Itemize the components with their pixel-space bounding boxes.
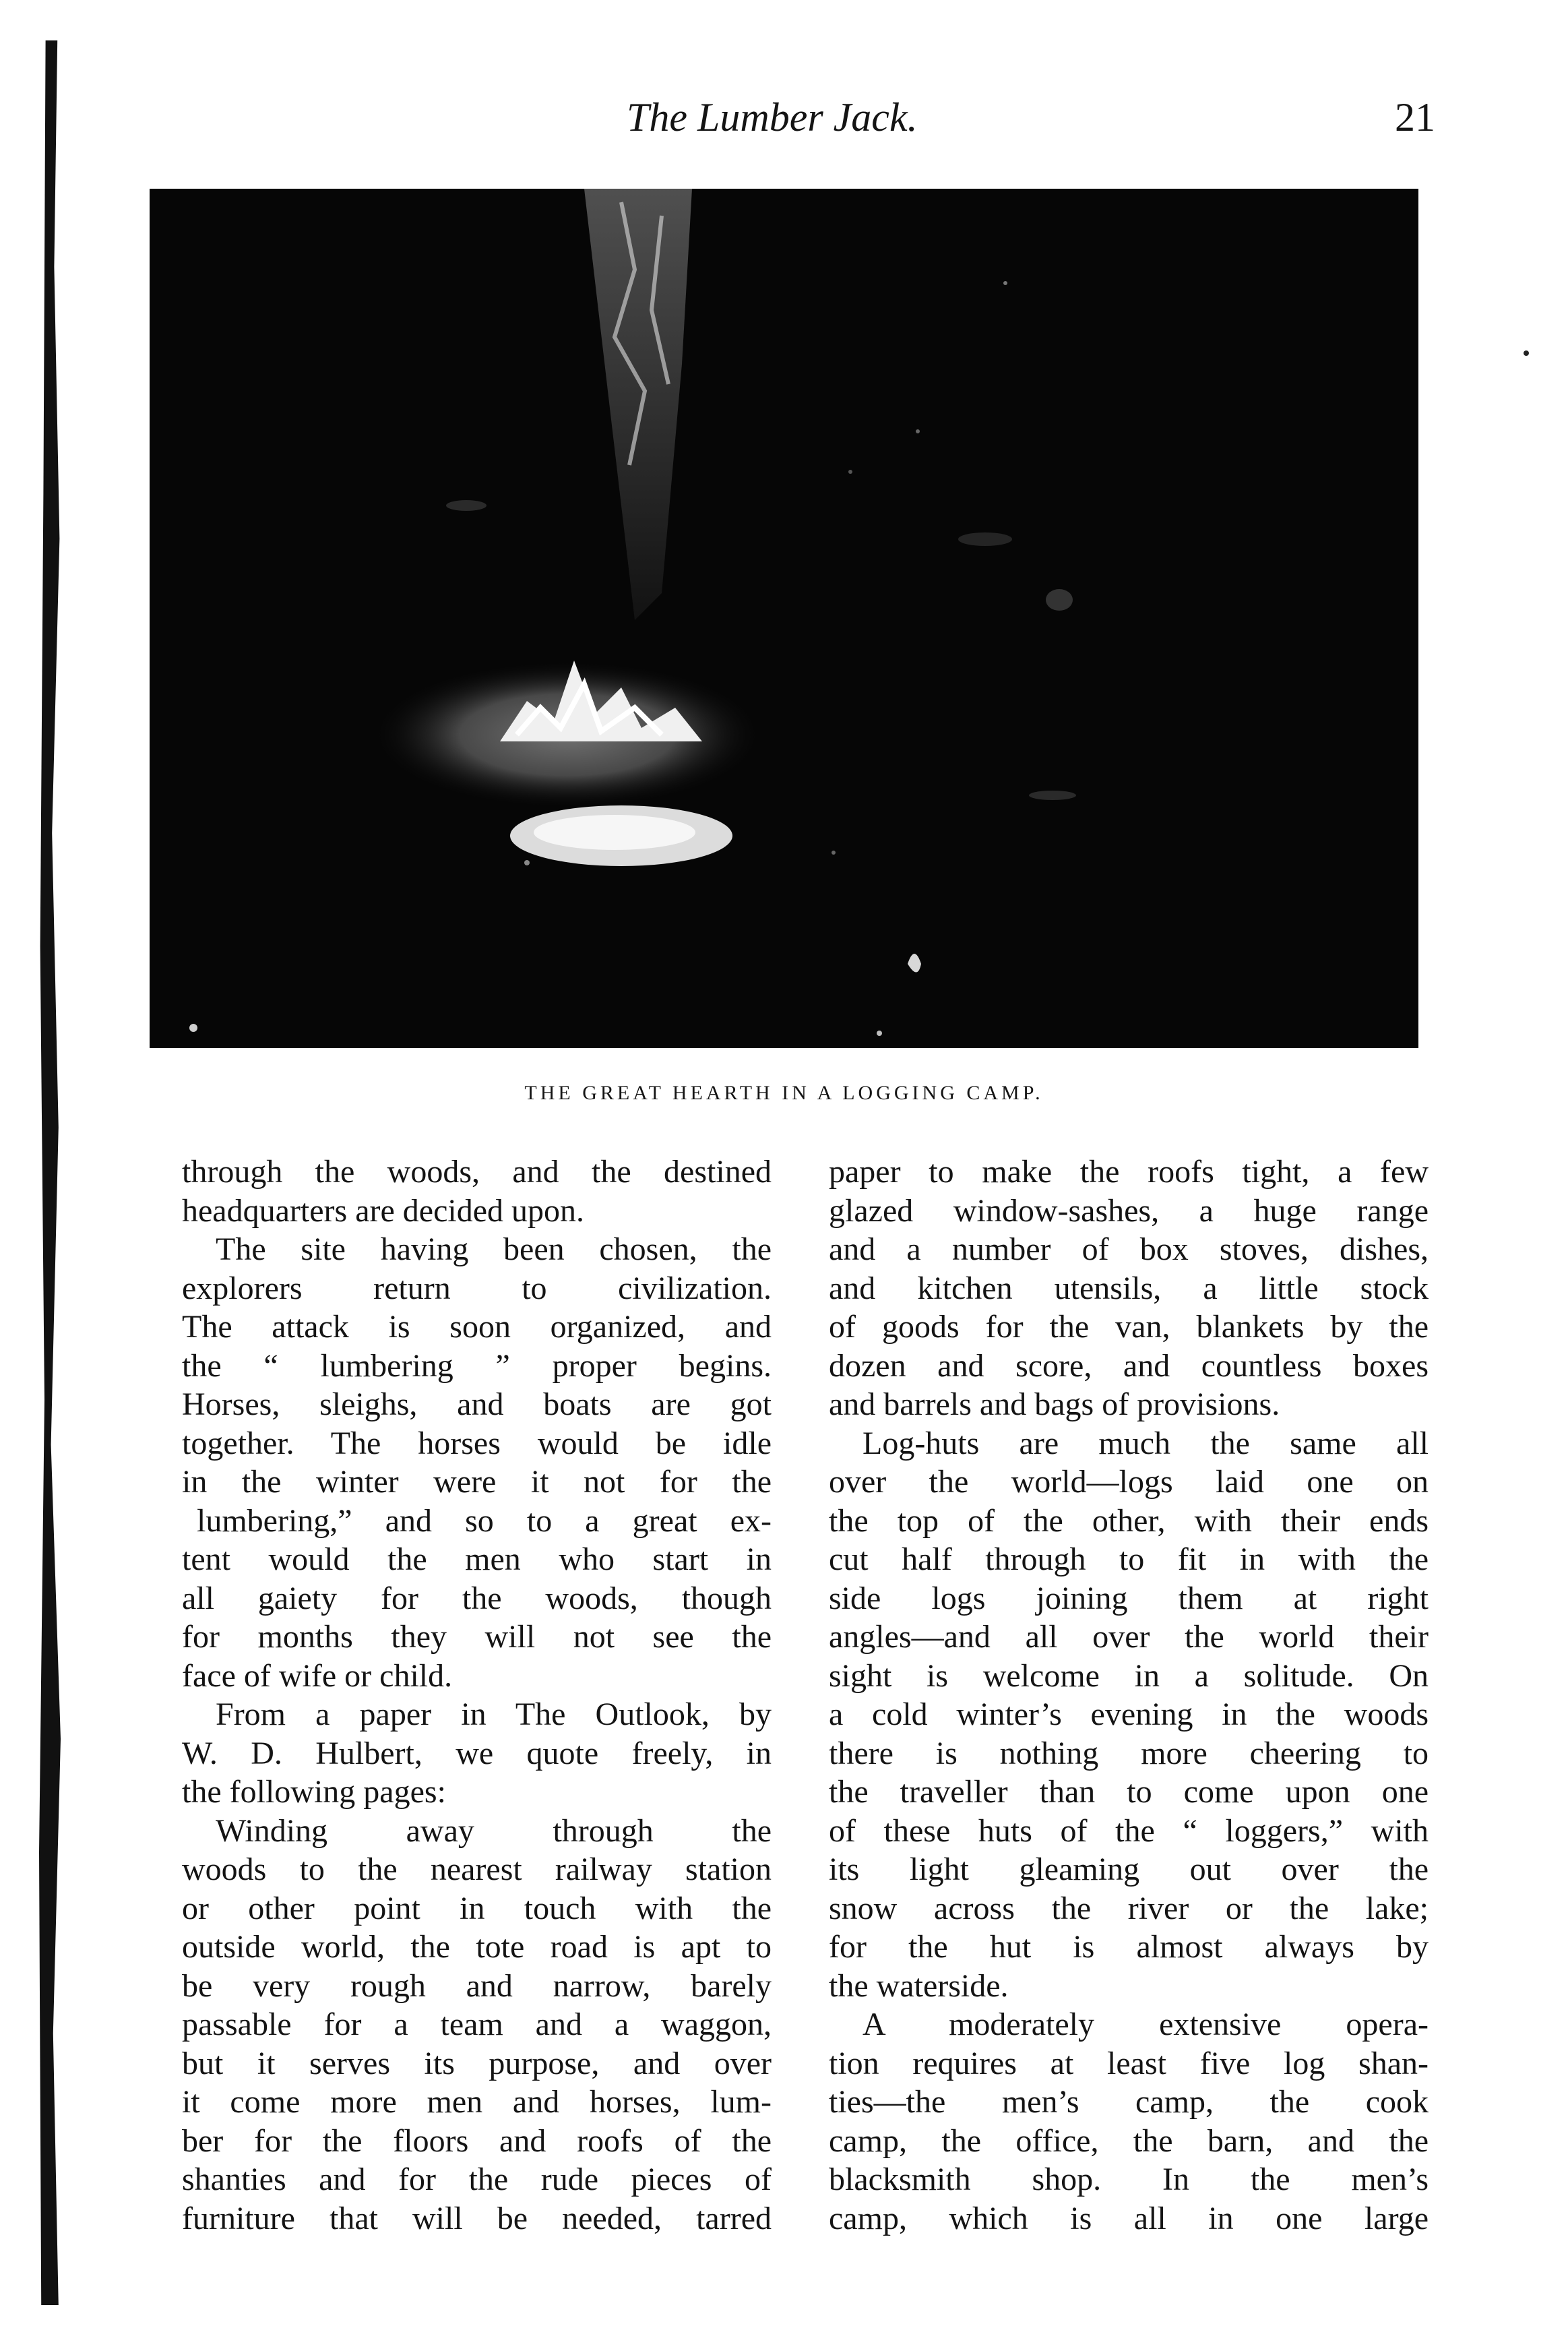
text-line: the waterside. [829,1967,1009,2004]
text-line: together. The horses would be idle [182,1425,772,1461]
text-line: A moderately extensive opera- [863,2007,1429,2042]
text-line: cut half through to fit in with the [829,1541,1429,1577]
text-line: side logs joining them at right [829,1580,1429,1616]
text-line: a cold winter’s evening in the woods [829,1696,1429,1732]
text-line: dozen and score, and countless boxes [829,1347,1429,1384]
text-line: Horses, sleighs, and boats are got [182,1386,772,1422]
text-line: be very rough and narrow, barely [182,1967,772,2004]
text-line: outside world, the tote road is apt to [182,1929,772,1965]
text-line: and kitchen utensils, a little stock [829,1270,1429,1306]
running-title: The Lumber Jack. [627,95,918,140]
text-line: the traveller than to come upon one [829,1774,1429,1810]
text-line: furniture that will be needed, tarred [182,2200,772,2236]
text-line: ties—the men’s camp, the cook [829,2084,1429,2120]
text-line: it come more men and horses, lum- [182,2084,772,2120]
text-line: in the winter were it not for the [182,1464,772,1500]
text-line: blacksmith shop. In the men’s [829,2162,1429,2197]
page-number: 21 [1395,95,1435,140]
hearth-photograph [150,189,1418,1048]
text-line: The attack is soon organized, and [182,1309,772,1345]
page-binding-edge [39,40,61,2305]
text-line: of goods for the van, blankets by the [829,1309,1429,1345]
text-line: there is nothing more cheering to [829,1735,1429,1771]
text-line: paper to make the roofs tight, a few [829,1154,1429,1190]
text-line: and a number of box stoves, dishes, [829,1231,1429,1267]
figure-caption: THE GREAT HEARTH IN A LOGGING CAMP. [524,1082,1044,1104]
text-line: tent would the men who start in [182,1541,772,1577]
text-line: Log-huts are much the same all [863,1425,1429,1461]
text-line: face of wife or child. [182,1657,453,1694]
text-line: From a paper in The Outlook, by [216,1696,772,1732]
text-line: the top of the other, with their ends [829,1502,1429,1539]
text-line: through the woods, and the destined [182,1154,772,1190]
text-line: lumbering,” and so to a great ex- [197,1502,772,1539]
page-speck [1524,350,1529,356]
text-line: sight is welcome in a solitude. On [829,1657,1429,1694]
text-line: shanties and for the rude pieces of [182,2162,772,2197]
text-line: its light gleaming out over the [829,1851,1429,1887]
text-line: ber for the floors and roofs of the [182,2122,772,2159]
text-line: camp, which is all in one large [829,2200,1429,2236]
text-line: for months they will not see the [182,1619,772,1655]
text-line: the following pages: [182,1774,446,1810]
text-line: or other point in touch with the [182,1890,772,1926]
text-line: explorers return to civilization. [182,1270,772,1306]
text-line: headquarters are decided upon. [182,1192,585,1229]
text-line: of these huts of the “ loggers,” with [829,1812,1429,1849]
text-line: the “ lumbering ” proper begins. [182,1347,772,1384]
text-line: snow across the river or the lake; [829,1890,1429,1926]
text-line: W. D. Hulbert, we quote freely, in [182,1735,772,1771]
text-line: passable for a team and a waggon, [182,2007,772,2042]
text-line: tion requires at least five log shan- [829,2045,1429,2081]
text-line: but it serves its purpose, and over [182,2045,772,2081]
text-line: woods to the nearest railway station [182,1851,772,1887]
page-header [627,94,1435,148]
text-line: over the world—logs laid one on [829,1464,1429,1500]
text-line: angles—and all over the world their [829,1619,1429,1655]
text-line: for the hut is almost always by [829,1929,1429,1965]
hearth-photo-illustration [150,189,1418,1048]
text-line: camp, the office, the barn, and the [829,2122,1429,2159]
text-line: and barrels and bags of provisions. [829,1386,1280,1422]
text-line: The site having been chosen, the [216,1231,772,1267]
text-line: glazed window-sashes, a huge range [829,1192,1429,1229]
left-text-column [182,1153,772,2238]
text-line: Winding away through the [216,1812,772,1849]
right-text-column [829,1153,1429,2238]
text-line: all gaiety for the woods, though [182,1580,772,1616]
